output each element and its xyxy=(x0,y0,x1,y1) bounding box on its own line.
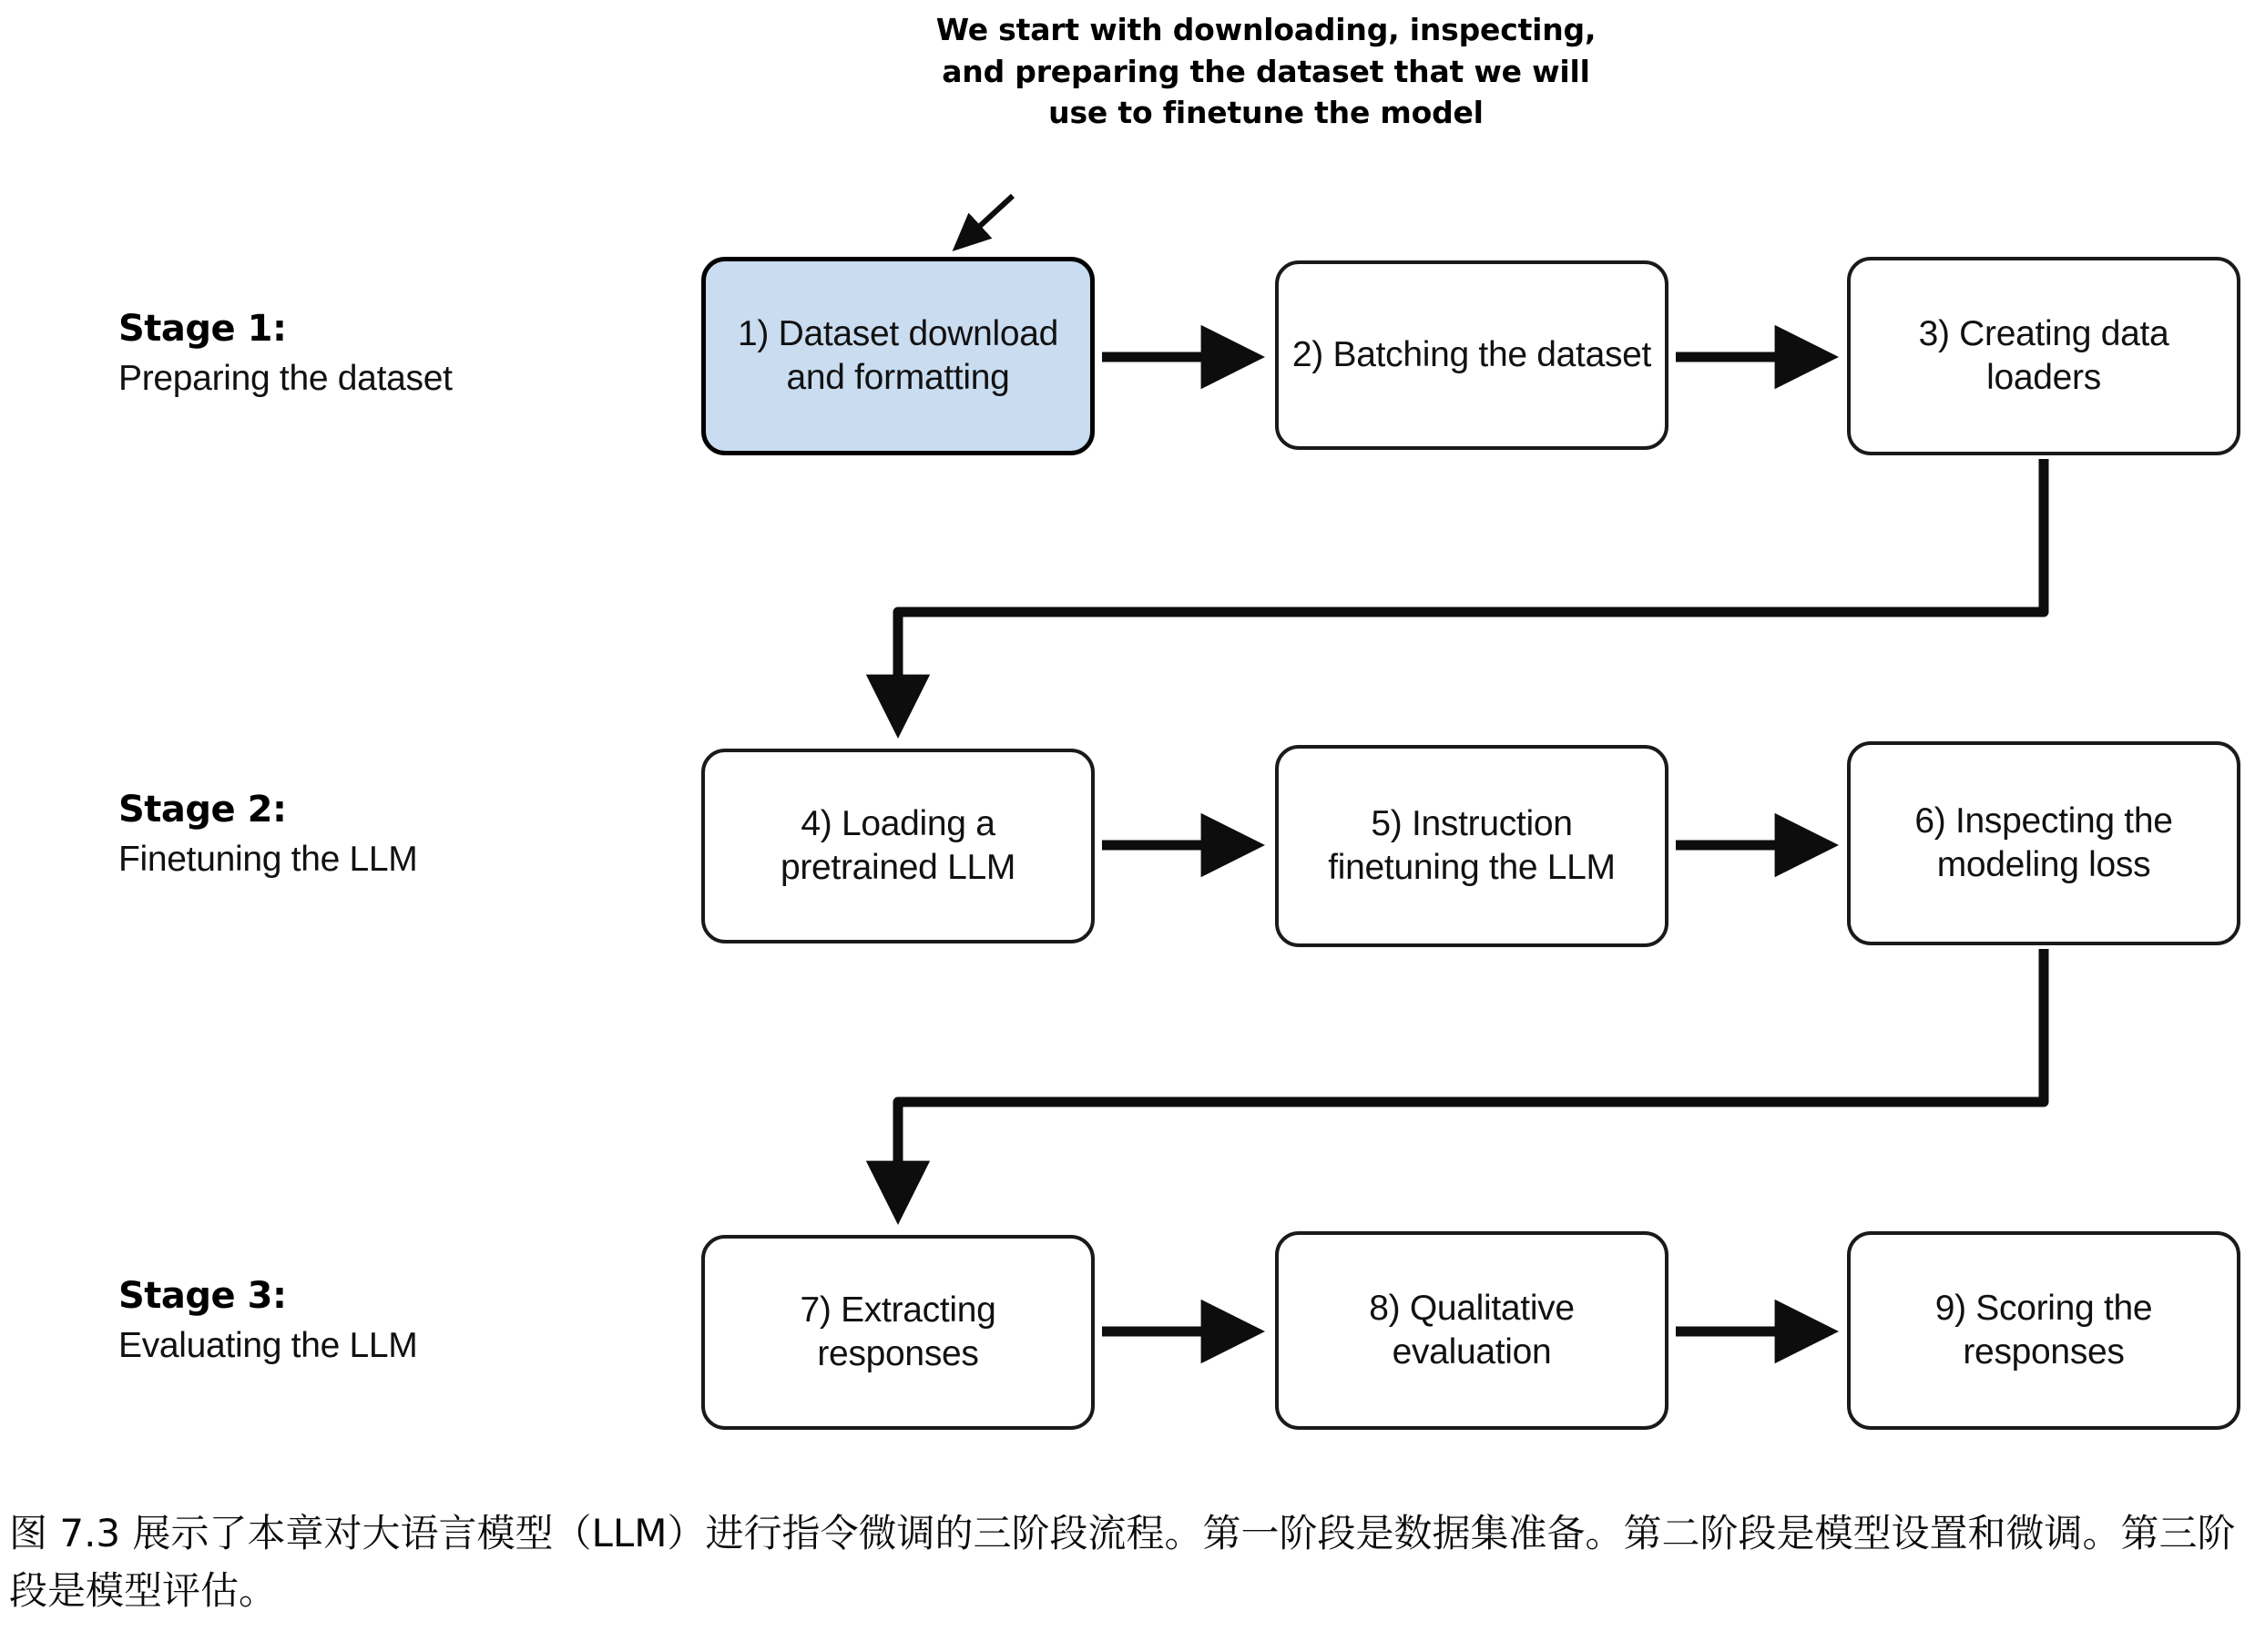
annotation-text xyxy=(902,9,1630,134)
annotation-line-1: We start with downloading, inspecting, xyxy=(935,12,1597,47)
flow-node-6[interactable]: 6) Inspecting the modeling loss xyxy=(1847,741,2240,945)
stage-3-title: Stage 3: xyxy=(118,1275,287,1317)
stage-label-2 xyxy=(118,789,683,880)
stage-label-3 xyxy=(118,1275,683,1366)
stage-label-1 xyxy=(118,308,683,399)
flow-node-5[interactable]: 5) Instruction finetuning the LLM xyxy=(1275,745,1668,947)
annotation-line-2: and preparing the dataset that we will xyxy=(942,53,1590,89)
stage-2-title: Stage 2: xyxy=(118,789,287,831)
stage-1-title: Stage 1: xyxy=(118,308,287,350)
stage-2-subtitle: Finetuning the LLM xyxy=(118,840,418,879)
figure-caption: 图 7.3 展示了本章对大语言模型（LLM）进行指令微调的三阶段流程。第一阶段是数据集准备。第二阶段是模型设置和微调。第三阶段是模型评估。 xyxy=(9,1511,2236,1613)
flow-node-3[interactable]: 3) Creating data loaders xyxy=(1847,257,2240,455)
flow-node-2[interactable]: 2) Batching the dataset xyxy=(1275,260,1668,450)
stage-1-subtitle: Preparing the dataset xyxy=(118,359,453,398)
annotation-line-3: use to finetune the model xyxy=(1048,95,1484,131)
flow-node-8[interactable]: 8) Qualitative evaluation xyxy=(1275,1231,1668,1430)
stage-3-subtitle: Evaluating the LLM xyxy=(118,1326,418,1365)
flow-node-4[interactable]: 4) Loading a pretrained LLM xyxy=(701,749,1095,943)
flow-node-7[interactable]: 7) Extracting responses xyxy=(701,1235,1095,1430)
flow-node-9[interactable]: 9) Scoring the responses xyxy=(1847,1231,2240,1430)
flow-node-1[interactable]: 1) Dataset download and formatting xyxy=(701,257,1095,455)
